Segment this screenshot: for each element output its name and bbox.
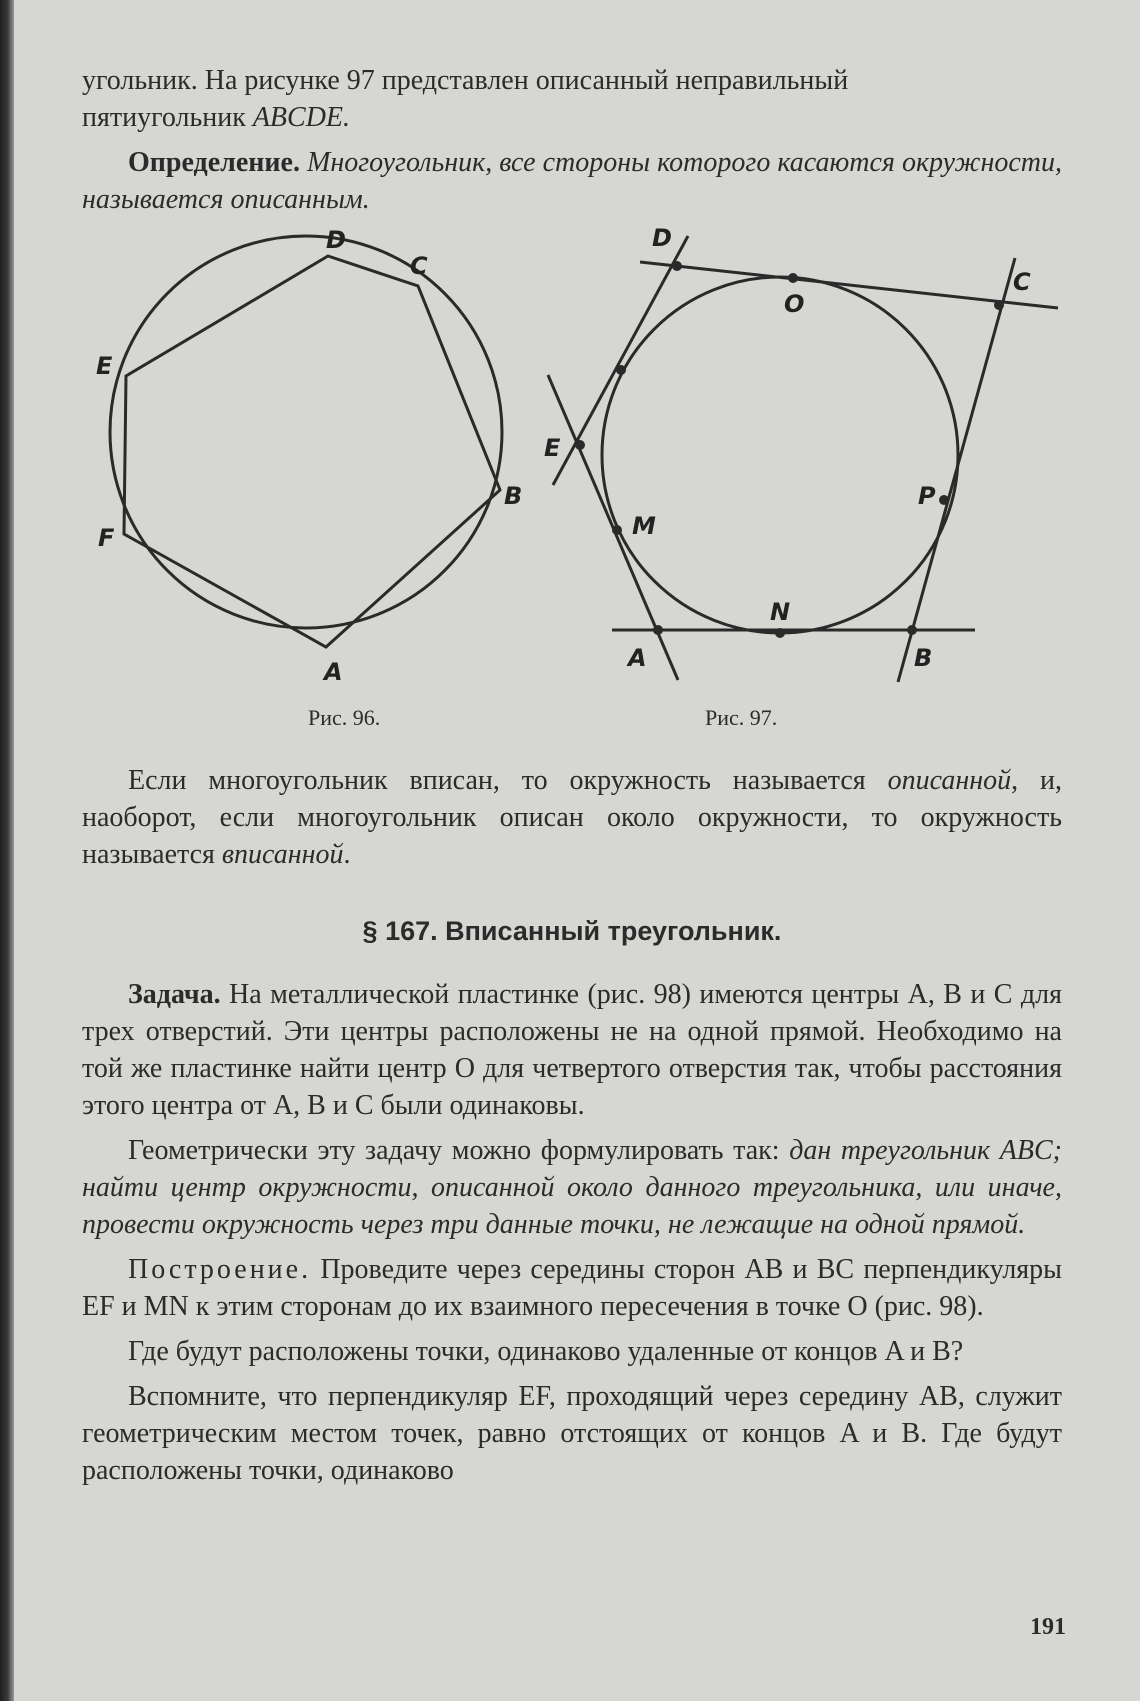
fig97-label-m: M	[632, 512, 656, 540]
task-paragraph	[82, 976, 1062, 1124]
page-content-lower	[82, 762, 1062, 1489]
top-paragraph	[82, 62, 1062, 136]
fig97-point-n	[775, 628, 785, 638]
fig96-labels	[96, 226, 522, 686]
fig97-circle	[602, 277, 958, 633]
inscribed-text-1: Если многоугольник вписан, то окружность называется	[128, 765, 888, 796]
inscribed-text-2: , и, наоборот, если многоугольник описан около окружности, то окружность называется	[82, 765, 1062, 870]
fig96-label-f: F	[98, 524, 115, 552]
construction-term: Построение.	[128, 1254, 312, 1285]
fig97-label-a: A	[628, 644, 647, 672]
formulation-text: Геометрически эту задачу можно формулировать так:	[128, 1135, 790, 1166]
definition-paragraph	[82, 144, 1062, 218]
fig97-line-ed	[553, 236, 688, 485]
task-text: На металлической пластинке (рис. 98) имеются центры A, B и C для трех отверстий. Эти центры расположены не на одной прямой. Необходимо на той же пластинке найти центр O для четвертого отверстия так, чтобы расстояния этого центра от A, B и C были одинаковы.	[82, 979, 1062, 1121]
fig96-circle	[110, 236, 502, 628]
fig97-label-n: N	[770, 598, 791, 626]
top-paragraph-line2: пятиугольник	[82, 102, 253, 133]
figure-96	[110, 236, 502, 647]
task-term: Задача.	[128, 979, 221, 1010]
top-paragraph-line1: угольник. На рисунке 97 представлен описанный неправильный	[82, 65, 849, 96]
fig97-point-e	[575, 440, 585, 450]
fig96-label-c: C	[410, 252, 428, 280]
polygon-name: ABCDE.	[252, 102, 351, 133]
fig97-label-b: B	[914, 644, 933, 672]
inscribed-italic-2: вписанной	[221, 839, 344, 870]
inscribed-text-3: .	[343, 839, 351, 870]
fig97-point-c	[994, 300, 1004, 310]
fig97-point-b	[907, 625, 917, 635]
fig97-label-d: D	[652, 224, 672, 252]
figures-svg	[0, 210, 1140, 750]
fig97-line-dc	[640, 262, 1058, 308]
fig97-point-o	[788, 273, 798, 283]
fig97-point-d	[672, 261, 682, 271]
definition-term: Определение.	[128, 147, 300, 178]
formulation-paragraph	[82, 1132, 1062, 1243]
fig97-point-upper-left	[616, 365, 626, 375]
fig96-label-a: A	[324, 658, 343, 686]
fig97-label-p: P	[918, 482, 936, 510]
fig97-line-cb	[898, 258, 1015, 682]
definition-text: Многоугольник, все стороны которого касаются окружности, называется описанным.	[82, 147, 1062, 215]
fig96-label-e: E	[96, 352, 113, 380]
question-paragraph: Где будут расположены точки, одинаково удаленные от концов A и B?	[128, 1336, 964, 1367]
formulation-italic: дан треугольник ABC; найти центр окружности, описанной около данного треугольника, или иначе, провести окружность через три данные точки, не лежащие на одной прямой.	[82, 1135, 1062, 1240]
fig96-label-b: B	[504, 482, 523, 510]
fig97-label-c: C	[1013, 268, 1031, 296]
page-number: 191	[1030, 1614, 1066, 1640]
fig97-label-o: O	[784, 290, 805, 318]
fig97-point-m	[612, 525, 622, 535]
figure-96-caption: Рис. 96.	[308, 705, 381, 730]
construction-paragraph	[82, 1251, 1062, 1325]
construction-text: Проведите через середины сторон AB и BC перпендикуляры EF и MN к этим сторонам до их взаимного пересечения в точке O (рис. 98).	[82, 1254, 1062, 1322]
figure-97-caption: Рис. 97.	[705, 705, 778, 730]
page-content	[82, 62, 1062, 218]
section-title: § 167. Вписанный треугольник.	[362, 916, 782, 946]
figures-area	[0, 210, 1140, 750]
inscribed-paragraph	[82, 762, 1062, 873]
fig96-hexagon	[124, 256, 500, 647]
recall-paragraph: Вспомните, что перпендикуляр EF, проходящий через середину AB, служит геометрическим местом точек, равно отстоящих от концов A и B. Где будут расположены точки, одинаково	[82, 1381, 1062, 1486]
inscribed-italic-1: описанной	[887, 765, 1012, 796]
fig96-label-d: D	[326, 226, 346, 254]
fig97-point-p	[939, 495, 949, 505]
fig97-label-e: E	[544, 434, 561, 462]
fig97-point-a	[653, 625, 663, 635]
